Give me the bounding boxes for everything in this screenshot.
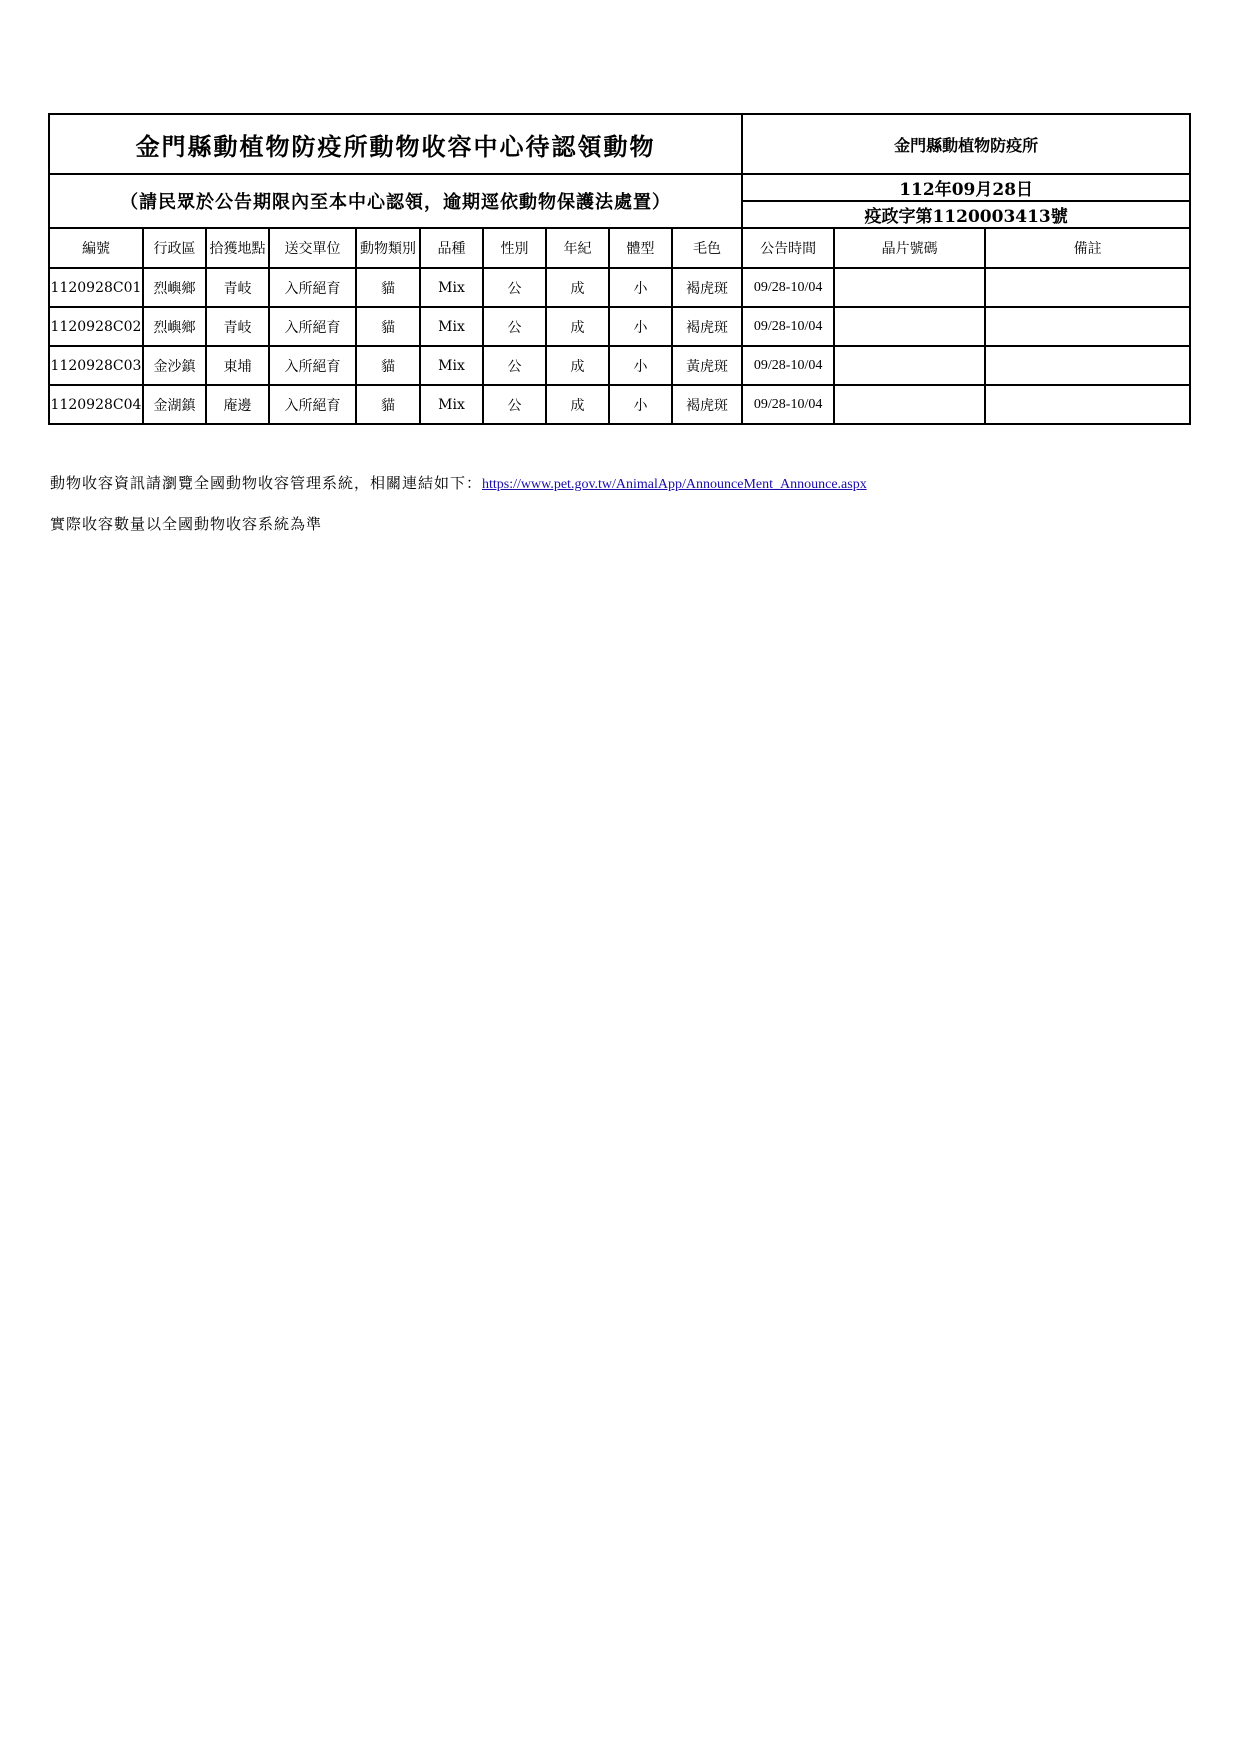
column-header: 毛色 [672, 228, 742, 268]
district: 金湖鎮 [143, 385, 206, 424]
remarks [985, 385, 1190, 424]
remarks [985, 268, 1190, 307]
found-location: 庵邊 [206, 385, 269, 424]
agency-name: 金門縣動植物防疫所 [742, 114, 1190, 174]
sex: 公 [483, 346, 546, 385]
shelter-system-link[interactable]: https://www.pet.gov.tw/AnimalApp/AnnounceMent_Announce.aspx [482, 477, 867, 492]
submitting-unit: 入所絕育 [269, 385, 356, 424]
table-header-row [49, 228, 1190, 268]
age: 成 [546, 346, 609, 385]
animal-id: 1120928C01 [49, 268, 143, 307]
age: 成 [546, 268, 609, 307]
column-header: 公告時間 [742, 228, 834, 268]
coat-color: 褐虎斑 [672, 307, 742, 346]
size: 小 [609, 268, 672, 307]
notice-table [48, 113, 1191, 425]
column-header: 動物類別 [356, 228, 420, 268]
size: 小 [609, 346, 672, 385]
found-location: 青岐 [206, 268, 269, 307]
page-title: 金門縣動植物防疫所動物收容中心待認領動物 [49, 114, 742, 174]
announcement-period: 09/28-10/04 [742, 268, 834, 307]
breed: Mix [420, 385, 483, 424]
breed: Mix [420, 346, 483, 385]
coat-color: 褐虎斑 [672, 385, 742, 424]
coat-color: 褐虎斑 [672, 268, 742, 307]
claim-notice: （請民眾於公告期限內至本中心認領，逾期逕依動物保護法處置） [49, 174, 742, 228]
found-location: 東埔 [206, 346, 269, 385]
column-header: 品種 [420, 228, 483, 268]
remarks [985, 307, 1190, 346]
announcement-period: 09/28-10/04 [742, 385, 834, 424]
breed: Mix [420, 268, 483, 307]
age: 成 [546, 385, 609, 424]
table-row [49, 268, 1190, 307]
column-header: 編號 [49, 228, 143, 268]
table-row [49, 307, 1190, 346]
shelter-info-text: 動物收容資訊請瀏覽全國動物收容管理系統，相關連結如下： [50, 474, 483, 492]
district: 烈嶼鄉 [143, 307, 206, 346]
animal-type: 貓 [356, 346, 420, 385]
animal-id: 1120928C04 [49, 385, 143, 424]
chip-number [834, 385, 985, 424]
column-header: 拾獲地點 [206, 228, 269, 268]
column-header: 體型 [609, 228, 672, 268]
remarks [985, 346, 1190, 385]
animal-type: 貓 [356, 307, 420, 346]
district: 金沙鎮 [143, 346, 206, 385]
sex: 公 [483, 307, 546, 346]
chip-number [834, 307, 985, 346]
table-row [49, 385, 1190, 424]
count-disclaimer: 實際收容數量以全國動物收容系統為準 [50, 515, 323, 533]
announcement-period: 09/28-10/04 [742, 307, 834, 346]
shelter-info-note [50, 472, 867, 493]
found-location: 青岐 [206, 307, 269, 346]
breed: Mix [420, 307, 483, 346]
column-header: 性別 [483, 228, 546, 268]
submitting-unit: 入所絕育 [269, 268, 356, 307]
column-header: 送交單位 [269, 228, 356, 268]
column-header: 備註 [985, 228, 1190, 268]
submitting-unit: 入所絕育 [269, 307, 356, 346]
column-header: 行政區 [143, 228, 206, 268]
chip-number [834, 346, 985, 385]
sex: 公 [483, 268, 546, 307]
column-header: 年紀 [546, 228, 609, 268]
animal-type: 貓 [356, 268, 420, 307]
document-number: 疫政字第1120003413號 [742, 201, 1190, 228]
animal-type: 貓 [356, 385, 420, 424]
submitting-unit: 入所絕育 [269, 346, 356, 385]
animal-id: 1120928C02 [49, 307, 143, 346]
column-header: 晶片號碼 [834, 228, 985, 268]
announcement-period: 09/28-10/04 [742, 346, 834, 385]
size: 小 [609, 307, 672, 346]
size: 小 [609, 385, 672, 424]
age: 成 [546, 307, 609, 346]
table-row [49, 346, 1190, 385]
sex: 公 [483, 385, 546, 424]
coat-color: 黃虎斑 [672, 346, 742, 385]
animal-id: 1120928C03 [49, 346, 143, 385]
district: 烈嶼鄉 [143, 268, 206, 307]
notice-date: 112年09月28日 [742, 174, 1190, 201]
chip-number [834, 268, 985, 307]
